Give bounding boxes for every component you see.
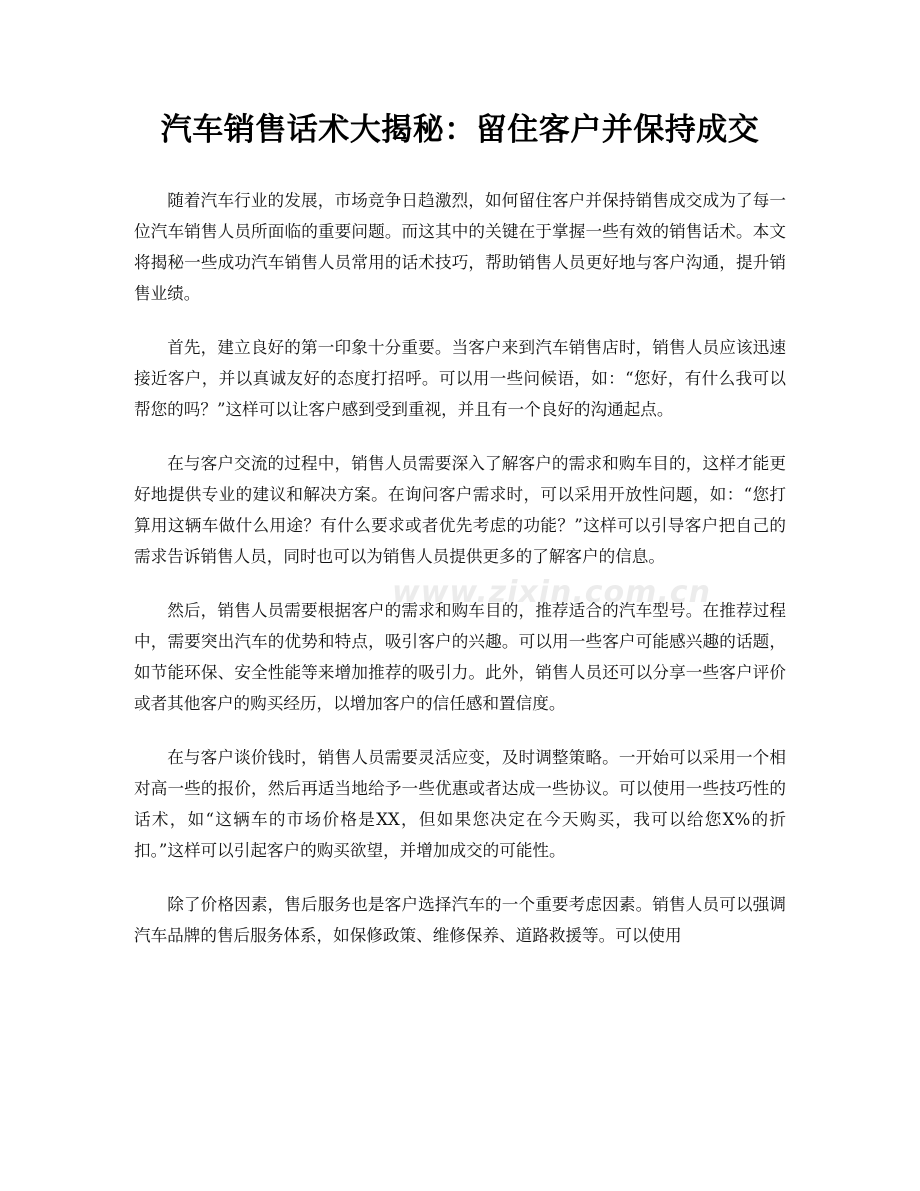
paragraph-6: 除了价格因素，售后服务也是客户选择汽车的一个重要考虑因素。销售人员可以强调汽车品牌的售后服务体系，如保修政策、维修保养、道路救援等。可以使用 bbox=[134, 895, 786, 945]
watermark-text: www.zixin.com.cn bbox=[392, 575, 711, 610]
paragraph-2: 首先，建立良好的第一印象十分重要。当客户来到汽车销售店时，销售人员应该迅速接近客户，并以真诚友好的态度打招呼。可以用一些问候语，如：“您好，有什么我可以帮您的吗？”这样可以让客户感到受到重视，并且有一个良好的沟通起点。 bbox=[134, 338, 786, 419]
paragraph-1: 随着汽车行业的发展，市场竞争日趋激烈，如何留住客户并保持销售成交成为了每一位汽车销售人员所面临的重要问题。而这其中的关键在于掌握一些有效的销售话术。本文将揭秘一些成功汽车销售人员常用的话术技巧，帮助销售人员更好地与客户沟通，提升销售业绩。 bbox=[134, 191, 786, 303]
paragraph-3: 在与客户交流的过程中，销售人员需要深入了解客户的需求和购车目的，这样才能更好地提供专业的建议和解决方案。在询问客户需求时，可以采用开放性问题，如：“您打算用这辆车做什么用途？有什么要求或者优先考虑的功能？”这样可以引导客户把自己的需求告诉销售人员，同时也可以为销售人员提供更多的了解客户的信息。 bbox=[134, 454, 786, 566]
paragraph-4: 然后，销售人员需要根据客户的需求和购车目的，推荐适合的汽车型号。在推荐过程中，需要突出汽车的优势和特点，吸引客户的兴趣。可以用一些客户可能感兴趣的话题，如节能环保、安全性能等来增加推荐的吸引力。此外，销售人员还可以分享一些客户评价或者其他客户的购买经历，以增加客户的信任感和置信度。 bbox=[134, 601, 786, 713]
document-body bbox=[134, 185, 786, 974]
paragraph-5: 在与客户谈价钱时，销售人员需要灵活应变，及时调整策略。一开始可以采用一个相对高一些的报价，然后再适当地给予一些优惠或者达成一些协议。可以使用一些技巧性的话术，如“这辆车的市场价格是XX，但如果您决定在今天购买，我可以给您X%的折扣。”这样可以引起客户的购买欲望，并增加成交的可能性。 bbox=[134, 748, 786, 860]
page-title: 汽车销售话术大揭秘：留住客户并保持成交 bbox=[160, 112, 760, 148]
